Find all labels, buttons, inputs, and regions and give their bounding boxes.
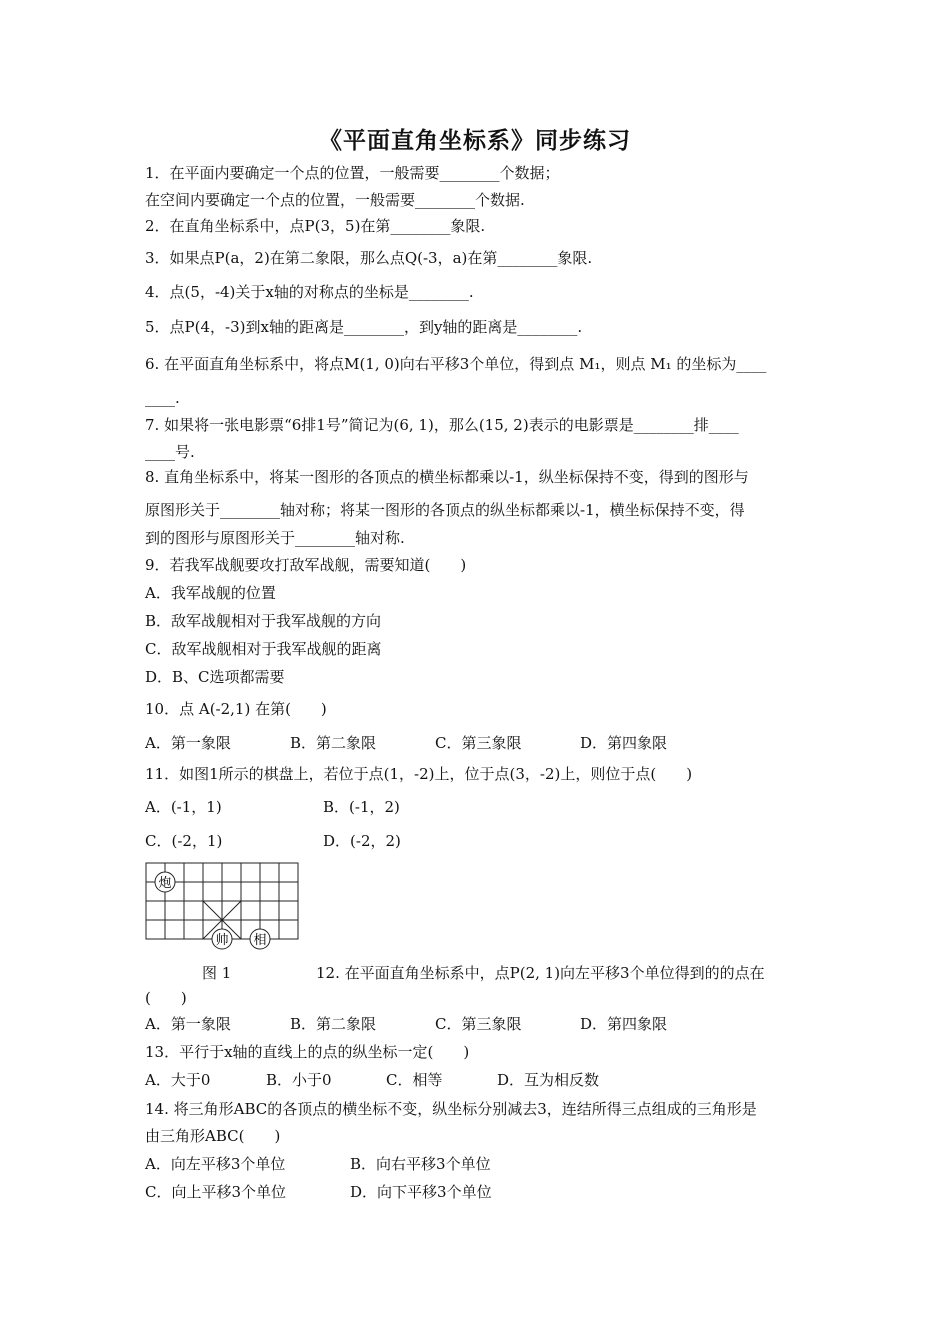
answer-option: D．互为相反数 <box>497 1071 600 1089</box>
answer-option: C．相等 <box>386 1071 443 1089</box>
answer-option: D．第四象限 <box>580 1015 668 1033</box>
question-line: ( ) <box>145 989 187 1007</box>
question-line: 5．点P(4，-3)到x轴的距离是________，到y轴的距离是________. <box>145 318 583 336</box>
pao-piece <box>155 872 175 892</box>
answer-option: C．向上平移3个单位 <box>145 1183 287 1201</box>
question-line: B．敌军战舰相对于我军战舰的方向 <box>145 612 382 630</box>
question-line: 原图形关于________轴对称；将某一图形的各顶点的纵坐标都乘以-1，横坐标保持不变，得 <box>145 501 745 519</box>
answer-option: B．小于0 <box>266 1071 332 1089</box>
question-line: A．我军战舰的位置 <box>145 584 276 602</box>
question-line: ____号. <box>145 443 195 461</box>
question-line: 2．在直角坐标系中，点P(3，5)在第________象限. <box>145 217 486 235</box>
chessboard-figure <box>145 862 301 956</box>
answer-option: B．向右平移3个单位 <box>350 1155 491 1173</box>
question-line: 到的图形与原图形关于________轴对称. <box>145 529 405 547</box>
question-line: 由三角形ABC( ) <box>145 1127 281 1145</box>
answer-option: A．向左平移3个单位 <box>145 1155 286 1173</box>
question-line: 7. 如果将一张电影票“6排1号”简记为(6, 1)，那么(15, 2)表示的电影票是________排____ <box>145 416 739 434</box>
answer-option: A．第一象限 <box>145 1015 231 1033</box>
question-line: 10．点 A(-2,1) 在第( ) <box>145 700 327 718</box>
answer-option: C．(-2，1) <box>145 832 223 850</box>
figure-caption: 图 1 <box>202 964 232 982</box>
question-line: D．B、C选项都需要 <box>145 668 285 686</box>
svg-text:相: 相 <box>253 933 267 948</box>
answer-option: C．第三象限 <box>435 1015 522 1033</box>
question-line: 8. 直角坐标系中，将某一图形的各顶点的横坐标都乘以-1，纵坐标保持不变，得到的图形与 <box>145 468 749 486</box>
answer-option: D．(-2，2) <box>323 832 401 850</box>
answer-option: B．(-1，2) <box>323 798 400 816</box>
answer-option: A．第一象限 <box>145 734 231 752</box>
question-line: 14. 将三角形ABC的各顶点的横坐标不变，纵坐标分别减去3，连结所得三点组成的三角形是 <box>145 1100 757 1118</box>
question-line: 1．在平面内要确定一个点的位置，一般需要________个数据； <box>145 164 560 182</box>
question-line: 4．点(5，-4)关于x轴的对称点的坐标是________. <box>145 283 474 301</box>
svg-text:帅: 帅 <box>215 933 229 948</box>
answer-option: B．第二象限 <box>290 1015 377 1033</box>
answer-option: A．大于0 <box>145 1071 211 1089</box>
answer-option: D．向下平移3个单位 <box>350 1183 492 1201</box>
answer-option: A．(-1，1) <box>145 798 222 816</box>
question-line: 11．如图1所示的棋盘上，若位于点(1，-2)上，位于点(3，-2)上，则位于点( ) <box>145 765 693 783</box>
question-line: C．敌军战舰相对于我军战舰的距离 <box>145 640 382 658</box>
question-line: 9．若我军战舰要攻打敌军战舰，需要知道( ) <box>145 556 467 574</box>
question-line: 13．平行于x轴的直线上的点的纵坐标一定( ) <box>145 1043 470 1061</box>
xiang-piece <box>250 929 270 949</box>
question-line: 6. 在平面直角坐标系中，将点M(1, 0)向右平移3个单位，得到点 M₁，则点 M₁ 的坐标为____ <box>145 355 767 373</box>
question-line: ____. <box>145 389 180 407</box>
question-12: 12. 在平面直角坐标系中，点P(2, 1)向左平移3个单位得到的的点在 <box>316 964 765 982</box>
question-line: 3．如果点P(a，2)在第二象限，那么点Q(-3，a)在第________象限. <box>145 249 593 267</box>
answer-option: D．第四象限 <box>580 734 668 752</box>
answer-option: C．第三象限 <box>435 734 522 752</box>
shuai-piece <box>212 929 232 949</box>
question-line: 在空间内要确定一个点的位置，一般需要________个数据. <box>145 191 525 209</box>
answer-option: B．第二象限 <box>290 734 377 752</box>
page-title: 《平面直角坐标系》同步练习 <box>319 127 631 154</box>
svg-text:炮: 炮 <box>158 876 172 891</box>
